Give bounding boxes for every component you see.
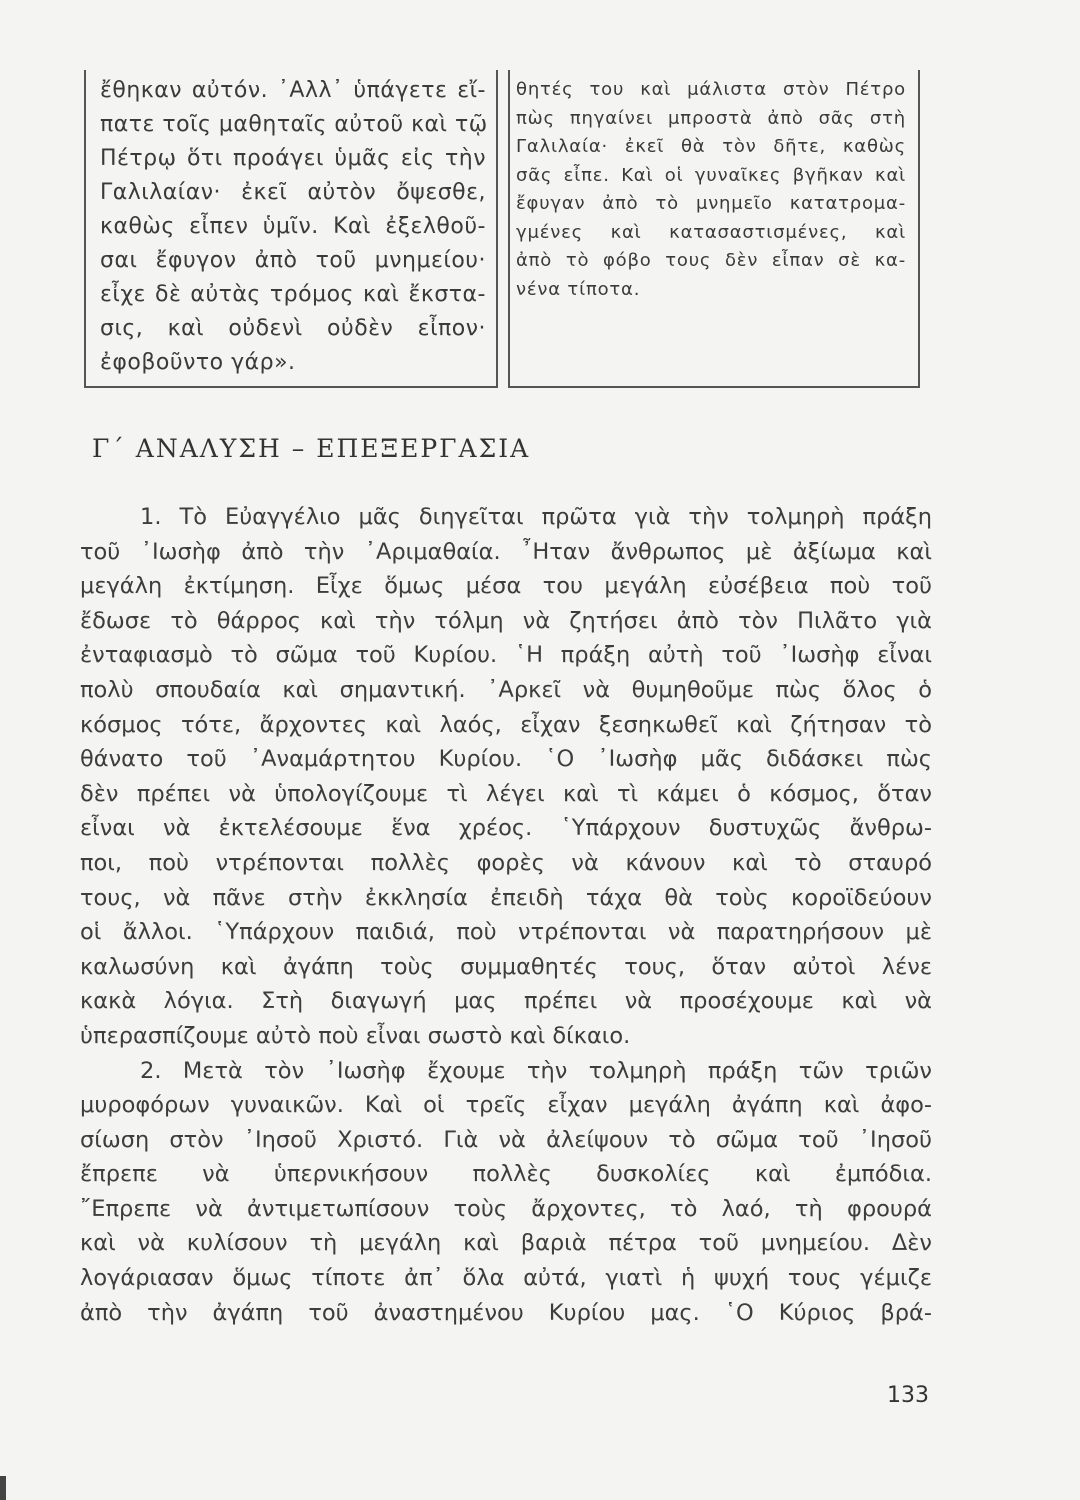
translation-text-line: γμένες καὶ κατασαστισμένες, καὶ — [516, 221, 906, 243]
body-line: λογάριασαν ὅμως τίποτε ἀπ᾿ ὅλα αὐτά, γιατὶ ἡ ψυχή τους γέμιζε — [80, 1265, 932, 1292]
body-line: καλωσύνη καὶ ἀγάπη τοὺς συμμαθητές τους, ὅταν αὐτοὶ λένε — [80, 953, 932, 980]
body-line: ἔδωσε τὸ θάρρος καὶ τὴν τόλμη νὰ ζητήσει ἀπὸ τὸν Πιλᾶτο γιὰ — [80, 607, 932, 634]
parallel-text-boxes — [84, 70, 920, 390]
body-line: θάνατο τοῦ ᾿Αναμάρτητου Κυρίου. ῾Ο ᾿Ιωσὴφ μᾶς διδάσκει πὼς — [80, 746, 932, 773]
translation-text-line: σᾶς εἶπε. Καὶ οἱ γυναῖκες βγῆκαν καὶ — [516, 164, 906, 186]
translation-text-line: ἀπὸ τὸ φόβο τους δὲν εἶπαν σὲ κα- — [516, 250, 906, 271]
body-line: τους, νὰ πᾶνε στὴν ἐκκλησία ἐπειδὴ τάχα θὰ τοὺς κοροϊδεύουν — [80, 884, 932, 911]
body-line: πολὺ σπουδαία καὶ σημαντική. ᾿Αρκεῖ νὰ θυμηθοῦμε πὼς ὅλος ὁ — [80, 676, 932, 703]
original-text-line: ἔθηκαν αὐτόν. ᾿Αλλ᾿ ὑπάγετε εἴ- — [100, 78, 486, 103]
original-text-line: Πέτρῳ ὅτι προάγει ὑμᾶς εἰς τὴν — [100, 146, 486, 171]
body-line: καὶ νὰ κυλίσουν τὴ μεγάλη καὶ βαριὰ πέτρα τοῦ μνημείου. Δὲν — [80, 1230, 932, 1257]
body-text — [80, 500, 932, 1330]
scan-edge-mark — [0, 1476, 6, 1500]
body-line: δὲν πρέπει νὰ ὑπολογίζουμε τὶ λέγει καὶ τὶ κάμει ὁ κόσμος, ὅταν — [80, 780, 932, 807]
translation-text-line: νένα τίποτα. — [516, 278, 641, 300]
body-line: κόσμος τότε, ἄρχοντες καὶ λαός, εἶχαν ξεσηκωθεῖ καὶ ζήτησαν τὸ — [80, 711, 932, 738]
body-line: μεγάλη ἐκτίμηση. Εἶχε ὅμως μέσα του μεγάλη εὐσέβεια ποὺ τοῦ — [80, 573, 932, 600]
body-line: ἔπρεπε νὰ ὑπερνικήσουν πολλὲς δυσκολίες καὶ ἐμπόδια. — [80, 1161, 932, 1188]
body-line: ποι, ποὺ ντρέπονται πολλὲς φορὲς νὰ κάνουν καὶ τὸ σταυρό — [80, 849, 932, 876]
body-line: μυροφόρων γυναικῶν. Καὶ οἱ τρεῖς εἶχαν μεγάλη ἀγάπη καὶ ἀφο- — [80, 1092, 932, 1119]
body-line: 2. Μετὰ τὸν ᾿Ιωσὴφ ἔχουμε τὴν τολμηρὴ πράξη τῶν τριῶν — [140, 1057, 932, 1084]
body-line: τοῦ ᾿Ιωσὴφ ἀπὸ τὴν ᾿Αριμαθαία. ῏Ηταν ἄνθρωπος μὲ ἀξίωμα καὶ — [80, 538, 932, 565]
original-text-line: σις, καὶ οὐδενὶ οὐδὲν εἶπον· — [100, 316, 486, 341]
body-line: 1. Τὸ Εὐαγγέλιο μᾶς διηγεῖται πρῶτα γιὰ τὴν τολμηρὴ πράξη — [140, 504, 932, 530]
original-text-line: καθὼς εἶπεν ὑμῖν. Καὶ ἐξελθοῦ- — [100, 214, 486, 239]
body-line: ὑπερασπίζουμε αὐτὸ ποὺ εἶναι σωστὸ καὶ δίκαιο. — [80, 1022, 631, 1049]
body-line: σίωση στὸν ᾿Ιησοῦ Χριστό. Γιὰ νὰ ἀλείψουν τὸ σῶμα τοῦ ᾿Ιησοῦ — [80, 1126, 932, 1153]
page-number: 133 — [887, 1383, 929, 1408]
body-line: κακὰ λόγια. Στὴ διαγωγή μας πρέπει νὰ προσέχουμε καὶ νὰ — [80, 988, 932, 1015]
translation-text-line: ἔφυγαν ἀπὸ τὸ μνημεῖο κατατρομα- — [516, 193, 906, 214]
section-heading: Γ΄ ΑΝΑΛΥΣΗ – ΕΠΕΞΕΡΓΑΣΙΑ — [92, 434, 531, 463]
original-text-line: ἐφοβοῦντο γάρ». — [100, 350, 296, 375]
translation-text-line: πὼς πηγαίνει μπροστὰ ἀπὸ σᾶς στὴ — [516, 107, 906, 129]
original-text-line: Γαλιλαίαν· ἐκεῖ αὐτὸν ὄψεσθε, — [100, 180, 486, 205]
original-text-line: εἶχε δὲ αὐτὰς τρόμος καὶ ἔκστα- — [100, 282, 486, 307]
translation-text-line: θητές του καὶ μάλιστα στὸν Πέτρο — [516, 79, 906, 100]
original-text-box — [84, 70, 498, 388]
translation-text-box — [508, 70, 920, 388]
body-line: ἐνταφιασμὸ τὸ σῶμα τοῦ Κυρίου. ῾Η πράξη αὐτὴ τοῦ ᾿Ιωσὴφ εἶναι — [80, 642, 932, 669]
original-text-line: πατε τοῖς μαθηταῖς αὐτοῦ καὶ τῷ — [100, 112, 488, 137]
body-line: οἱ ἄλλοι. ῾Υπάρχουν παιδιά, ποὺ ντρέπονται νὰ παρατηρήσουν μὲ — [80, 919, 932, 946]
body-line: εἶναι νὰ ἐκτελέσουμε ἕνα χρέος. ῾Υπάρχουν δυστυχῶς ἄνθρω- — [80, 815, 932, 842]
body-line: ῎Επρεπε νὰ ἀντιμετωπίσουν τοὺς ἄρχοντες, τὸ λαό, τὴ φρουρά — [80, 1195, 932, 1222]
translation-text-line: Γαλιλαία· ἐκεῖ θὰ τὸν δῆτε, καθὼς — [516, 136, 906, 157]
original-text-line: σαι ἔφυγον ἀπὸ τοῦ μνημείου· — [100, 248, 486, 273]
body-line: ἀπὸ τὴν ἀγάπη τοῦ ἀναστημένου Κυρίου μας. ῾Ο Κύριος βρά- — [80, 1299, 932, 1326]
